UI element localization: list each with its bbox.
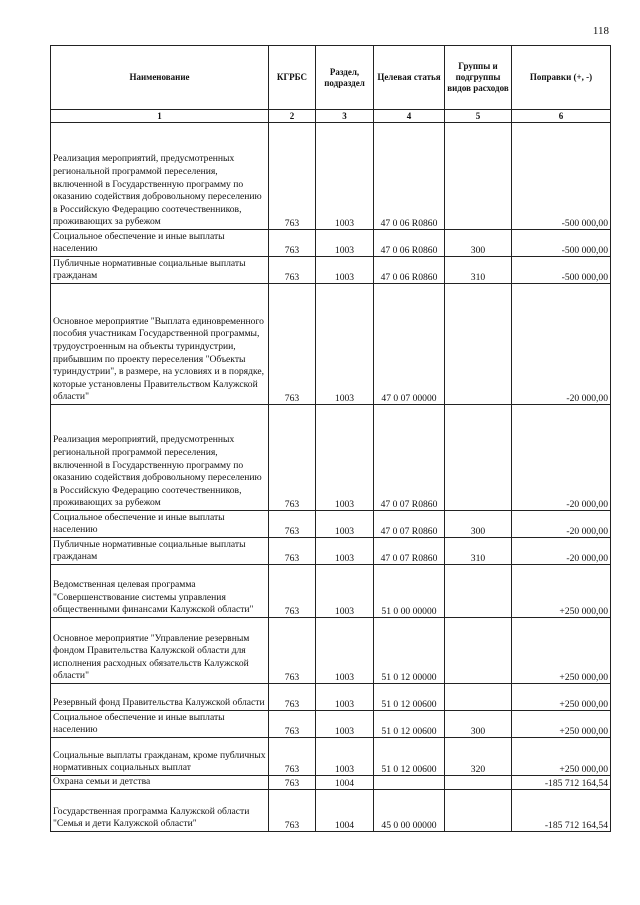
table-row	[51, 684, 611, 711]
row-kgrbs: 763	[269, 776, 316, 790]
row-target: 51 0 12 00600	[374, 711, 445, 738]
row-target: 47 0 07 R0860	[374, 538, 445, 565]
row-target: 47 0 07 R0860	[374, 511, 445, 538]
table-header-row	[51, 46, 611, 110]
table-row	[51, 230, 611, 257]
row-amount: -20 000,00	[512, 284, 611, 405]
row-name: Социальное обеспечение и иные выплаты населению	[51, 230, 269, 257]
table-row	[51, 405, 611, 511]
header-target: Целевая статья	[374, 46, 445, 110]
table-row	[51, 738, 611, 776]
row-amount: -185 712 164,54	[512, 776, 611, 790]
row-section: 1003	[316, 711, 374, 738]
row-amount: +250 000,00	[512, 618, 611, 684]
table-row	[51, 257, 611, 284]
row-name: Публичные нормативные социальные выплаты гражданам	[51, 257, 269, 284]
row-section: 1003	[316, 565, 374, 618]
row-name: Основное мероприятие "Выплата единовременного пособия участникам Государственной программы, трудоустроенным на объекты туриндустрии, прибывшим по проекту переселения "Объекты туриндустрии", в размере, на условиях и в порядке, которые установлены Правительством Калужской области"	[51, 284, 269, 405]
table-row	[51, 511, 611, 538]
row-amount: -20 000,00	[512, 405, 611, 511]
row-kgrbs: 763	[269, 565, 316, 618]
row-group	[445, 618, 512, 684]
header-kgrbs: КГРБС	[269, 46, 316, 110]
row-target: 51 0 12 00600	[374, 684, 445, 711]
row-name: Резервный фонд Правительства Калужской области	[51, 684, 269, 711]
row-kgrbs: 763	[269, 538, 316, 565]
row-name: Публичные нормативные социальные выплаты гражданам	[51, 538, 269, 565]
row-section: 1003	[316, 511, 374, 538]
row-section: 1003	[316, 230, 374, 257]
table-row	[51, 776, 611, 790]
column-number: 2	[269, 110, 316, 123]
row-amount: -500 000,00	[512, 123, 611, 230]
table-row	[51, 123, 611, 230]
row-name: Социальное обеспечение и иные выплаты населению	[51, 511, 269, 538]
row-name: Социальные выплаты гражданам, кроме публичных нормативных социальных выплат	[51, 738, 269, 776]
row-group: 310	[445, 257, 512, 284]
row-kgrbs: 763	[269, 123, 316, 230]
column-number: 1	[51, 110, 269, 123]
header-amendments: Поправки (+, -)	[512, 46, 611, 110]
column-number: 4	[374, 110, 445, 123]
row-name: Государственная программа Калужской области "Семья и дети Калужской области"	[51, 790, 269, 832]
row-name: Основное мероприятие "Управление резервным фондом Правительства Калужской области для исполнения расходных обязательств Калужской области"	[51, 618, 269, 684]
row-target: 47 0 07 R0860	[374, 405, 445, 511]
row-group	[445, 405, 512, 511]
row-section: 1003	[316, 618, 374, 684]
row-amount: -20 000,00	[512, 511, 611, 538]
header-groups: Группы и подгруппы видов расходов	[445, 46, 512, 110]
row-target: 47 0 06 R0860	[374, 257, 445, 284]
row-amount: -500 000,00	[512, 257, 611, 284]
row-group: 300	[445, 230, 512, 257]
column-number-row	[51, 110, 611, 123]
row-target: 51 0 12 00000	[374, 618, 445, 684]
row-section: 1004	[316, 776, 374, 790]
column-number: 3	[316, 110, 374, 123]
row-name: Охрана семьи и детства	[51, 776, 269, 790]
table-row	[51, 284, 611, 405]
row-kgrbs: 763	[269, 230, 316, 257]
row-section: 1003	[316, 538, 374, 565]
row-kgrbs: 763	[269, 511, 316, 538]
row-group	[445, 284, 512, 405]
row-section: 1003	[316, 738, 374, 776]
row-kgrbs: 763	[269, 738, 316, 776]
page-number: 118	[592, 25, 609, 37]
row-kgrbs: 763	[269, 284, 316, 405]
table-row	[51, 711, 611, 738]
row-section: 1003	[316, 284, 374, 405]
row-kgrbs: 763	[269, 790, 316, 832]
row-group: 310	[445, 538, 512, 565]
row-amount: -500 000,00	[512, 230, 611, 257]
row-section: 1003	[316, 123, 374, 230]
row-target	[374, 776, 445, 790]
row-section: 1003	[316, 405, 374, 511]
row-target: 47 0 06 R0860	[374, 230, 445, 257]
row-name: Реализация мероприятий, предусмотренных региональной программой переселения, включенной в Государственную программу по оказанию содействия добровольному переселению в Российскую Федерацию соотечественников, проживающих за рубежом	[51, 405, 269, 511]
row-group	[445, 565, 512, 618]
row-group: 320	[445, 738, 512, 776]
header-name: Наименование	[51, 46, 269, 110]
table-row	[51, 565, 611, 618]
column-number: 6	[512, 110, 611, 123]
row-amount: +250 000,00	[512, 684, 611, 711]
table-row	[51, 618, 611, 684]
budget-amendments-table	[50, 45, 611, 832]
column-number: 5	[445, 110, 512, 123]
row-group	[445, 123, 512, 230]
row-target: 51 0 00 00000	[374, 565, 445, 618]
row-name: Социальное обеспечение и иные выплаты населению	[51, 711, 269, 738]
row-kgrbs: 763	[269, 405, 316, 511]
row-amount: -185 712 164,54	[512, 790, 611, 832]
row-group: 300	[445, 511, 512, 538]
row-target: 47 0 07 00000	[374, 284, 445, 405]
row-section: 1003	[316, 684, 374, 711]
row-target: 47 0 06 R0860	[374, 123, 445, 230]
row-amount: -20 000,00	[512, 538, 611, 565]
table-row	[51, 538, 611, 565]
row-section: 1003	[316, 257, 374, 284]
row-group	[445, 684, 512, 711]
row-name: Реализация мероприятий, предусмотренных региональной программой переселения, включенной в Государственную программу по оказанию содействия добровольному переселению в Российскую Федерацию соотечественников, проживающих за рубежом	[51, 123, 269, 230]
row-kgrbs: 763	[269, 257, 316, 284]
row-kgrbs: 763	[269, 684, 316, 711]
row-target: 45 0 00 00000	[374, 790, 445, 832]
row-group	[445, 790, 512, 832]
row-kgrbs: 763	[269, 618, 316, 684]
row-target: 51 0 12 00600	[374, 738, 445, 776]
table-row	[51, 790, 611, 832]
row-amount: +250 000,00	[512, 711, 611, 738]
row-group	[445, 776, 512, 790]
row-amount: +250 000,00	[512, 565, 611, 618]
row-section: 1004	[316, 790, 374, 832]
row-group: 300	[445, 711, 512, 738]
header-section: Раздел, подраздел	[316, 46, 374, 110]
row-kgrbs: 763	[269, 711, 316, 738]
row-amount: +250 000,00	[512, 738, 611, 776]
row-name: Ведомственная целевая программа "Совершенствование системы управления общественными финансами Калужской области"	[51, 565, 269, 618]
